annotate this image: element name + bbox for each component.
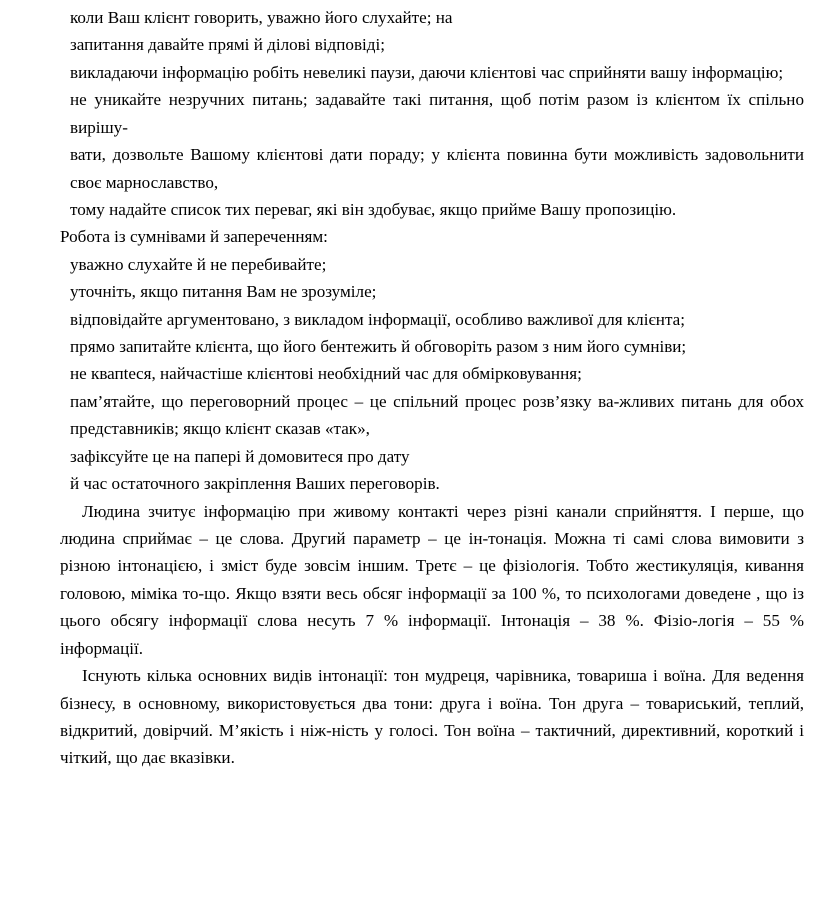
paragraph: викладаючи інформацію робіть невеликі паузи, даючи клієнтові час сприйняти вашу інформацію; — [70, 62, 784, 82]
paragraph: пам’ятайте, що переговорний процес – це спільний процес розв’язку ва-жливих питань для обох представників; якщо клієнт сказав «так», — [70, 391, 804, 439]
paragraph: Існують кілька основних видів інтонації: тон мудреця, чарівника, товариша і воїна. Для ведення бізнесу, в основному, використовується два тони: друга і воїна. Тон друга – товариський, теплий, відкритий, довірчий. М’якість і ніж-ність у голосі. Тон воїна – тактичний, директивний, короткий і чіткий, що дає вказівки. — [60, 666, 804, 768]
paragraph: уточніть, якщо питання Вам не зрозуміле; — [70, 282, 377, 302]
paragraph: вати, дозвольте Вашому клієнтові дати пораду; у клієнта повинна бути можливість задовольнити своє марнославство, — [70, 145, 804, 192]
paragraph: відповідайте аргументовано, з викладом інформації, особливо важливої для клієнта; — [70, 309, 685, 329]
paragraph: Людина зчитує інформацію при живому контакті через різні канали сприйняття. І перше, що людина сприймає – це слова. Другий параметр – це ін-тонація. Можна ті самі слова вимовити з різною інтонацією, і зміст буде зовсім іншим. Третє – це фізіологія. Тобто жестикуляція, кивання головою, міміка то-що. Якщо взяти весь обсяг інформації за 100 %, то психологами доведене , що із цього обсягу інформації слова несуть 7 % інформації. Інтонація – 38 %. Фізіо-логія – 55 % інформації. — [60, 501, 804, 658]
paragraph: коли Ваш клієнт говорить, уважно його слухайте; на — [70, 8, 453, 27]
paragraph: не уникайте незручних питань; задавайте такі питання, щоб потім разом із клієнтом їх спільно вирішу- — [70, 90, 804, 137]
paragraph: й час остаточного закріплення Ваших переговорів. — [70, 474, 440, 494]
paragraph: не квапteся, найчастіше клієнтові необхідний час для обмірковування; — [70, 364, 582, 384]
paragraph: прямо запитайте клієнта, що його бентежить й обговоріть разом з ним його сумніви; — [70, 337, 687, 357]
paragraph: зафіксуйте це на папері й домовитеся про дату — [70, 446, 410, 466]
section-heading: Робота із сумнівами й запереченням: — [60, 227, 328, 247]
paragraph: запитання давайте прямі й ділові відповіді; — [70, 35, 385, 55]
paragraph: уважно слухайте й не перебивайте; — [70, 254, 327, 274]
paragraph: тому надайте список тих переваг, які він здобуває, якщо прийме Вашу пропозицію. — [70, 199, 677, 219]
document-body — [60, 4, 804, 772]
